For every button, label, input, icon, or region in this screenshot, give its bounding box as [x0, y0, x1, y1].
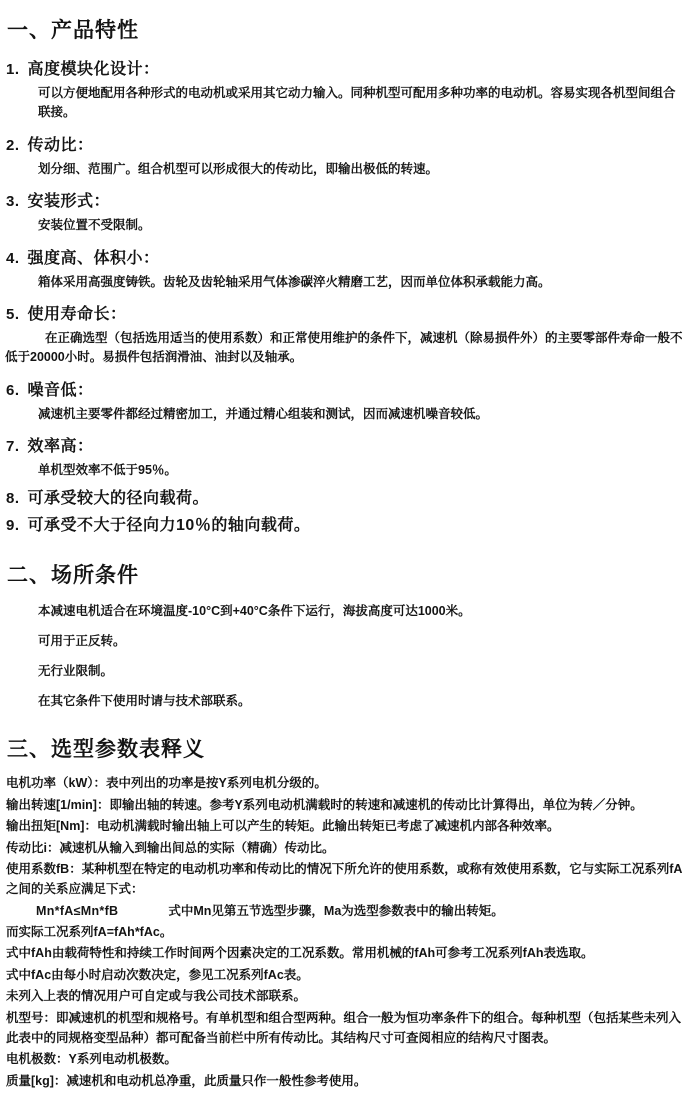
feature-number: 1.	[6, 61, 20, 78]
feature-title	[6, 301, 686, 324]
feature-title	[6, 56, 686, 79]
section-1-heading: 一、产品特性	[7, 19, 139, 42]
condition-paragraph: 无行业限制。	[38, 664, 114, 679]
definition-line: 电机极数：Y系列电动机极数。	[6, 1052, 177, 1067]
formula-line	[36, 901, 686, 921]
feature-title-text: 效率高：	[27, 438, 94, 455]
definition-line: 式中fAh由载荷特性和持续工作时间两个因素决定的工况系数。常用机械的fAh可参考工况系列fAh表选取。	[6, 946, 594, 961]
section-3-heading: 三、选型参数表释义	[7, 738, 205, 762]
feature-title	[6, 377, 686, 400]
feature-body: 箱体采用高强度铸铁。齿轮及齿轮轴采用气体渗碳淬火精磨工艺，因而单位体积承载能力高。	[38, 274, 551, 289]
feature-number: 6.	[6, 381, 20, 399]
feature-title-text: 可承受较大的径向载荷。	[27, 490, 210, 508]
feature-title-text: 强度高、体积小：	[27, 249, 160, 267]
formula-expression: Mn*fA≤Mn*fB	[36, 903, 119, 918]
feature-item-2	[5, 132, 686, 179]
feature-item-6	[5, 377, 686, 424]
feature-number: 2.	[6, 136, 20, 154]
feature-body: 单机型效率不低于95％。	[38, 463, 177, 477]
definition-line: 传动比i：减速机从输入到输出间总的实际（精确）传动比。	[6, 840, 335, 855]
definition-line: 输出转速[1/min]：即输出轴的转速。参考Y系列电动机满载时的转速和减速机的传动比计算得出，单位为转／分钟。	[6, 797, 643, 812]
section-2-heading: 二、场所条件	[7, 564, 139, 588]
feature-title-text: 高度模块化设计：	[27, 61, 160, 78]
feature-item-5	[5, 301, 686, 368]
definition-line: 而实际工况系列fA=fAh*fAc。	[6, 925, 173, 939]
feature-title-text: 噪音低：	[27, 381, 94, 399]
feature-title-text: 安装形式：	[27, 193, 111, 211]
definition-line: 机型号：即减速机的机型和规格号。有单机型和组合型两种。组合一般为恒功率条件下的组合。每种机型（包括某些未列入此表中的同规格变型品种）都可配备当前栏中所有传动比。其结构尺寸可查阅相应的结构尺寸图表。	[6, 1010, 682, 1045]
feature-item-3	[5, 188, 686, 235]
condition-paragraph: 可用于正反转。	[38, 634, 126, 649]
condition-paragraph: 本减速电机适合在环境温度-10°C到+40°C条件下运行，海拔高度可达1000米。	[38, 604, 471, 619]
feature-item-8	[5, 485, 686, 508]
feature-title	[6, 132, 686, 155]
feature-title	[6, 512, 686, 535]
feature-number: 4.	[6, 249, 20, 267]
feature-item-9	[5, 512, 686, 535]
condition-paragraph: 在其它条件下使用时请与技术部联系。	[38, 694, 251, 709]
feature-title	[6, 245, 686, 268]
definition-line: 未列入上表的情况用户可自定或与我公司技术部联系。	[6, 989, 307, 1004]
feature-body: 在正确选型（包括选用适当的使用系数）和正常使用维护的条件下，减速机（除易损件外）的主要零部件寿命一般不低于20000小时。易损件包括润滑油、油封以及轴承。	[5, 330, 683, 365]
feature-title-text: 可承受不大于径向力10％的轴向载荷。	[27, 517, 311, 535]
feature-title	[6, 485, 686, 508]
definition-line: 电机功率（kW）：表中列出的功率是按Y系列电机分级的。	[6, 776, 327, 791]
definition-line: 输出扭矩[Nm]：电动机满载时输出轴上可以产生的转矩。此输出转矩已考虑了减速机内部各种效率。	[6, 819, 560, 834]
feature-body: 可以方便地配用各种形式的电动机或采用其它动力输入。同种机型可配用多种功率的电动机。容易实现各机型间组合联接。	[38, 86, 676, 120]
feature-number: 5.	[6, 305, 20, 323]
definition-line: 式中fAc由每小时启动次数决定，参见工况系列fAc表。	[6, 967, 309, 982]
feature-item-4	[5, 245, 686, 292]
formula-note: 式中Mn见第五节选型步骤，Ma为选型参数表中的输出转矩。	[168, 903, 504, 918]
feature-body: 划分细、范围广。组合机型可以形成很大的传动比，即输出极低的转速。	[38, 161, 439, 176]
feature-item-7	[5, 433, 686, 480]
feature-title-text: 传动比：	[27, 136, 94, 154]
feature-body: 安装位置不受限制。	[38, 218, 151, 233]
feature-title	[6, 433, 686, 456]
feature-number: 8.	[6, 490, 20, 508]
feature-title-text: 使用寿命长：	[27, 305, 127, 323]
definition-line: 使用系数fB：某种机型在特定的电动机功率和传动比的情况下所允许的使用系数，或称有效使用系数，它与实际工况系列fA之间的关系应满足下式：	[6, 861, 683, 897]
feature-number: 9.	[6, 517, 20, 535]
feature-body: 减速机主要零件都经过精密加工，并通过精心组装和测试，因而减速机噪音较低。	[38, 406, 489, 421]
feature-title	[6, 188, 686, 211]
feature-number: 7.	[6, 438, 20, 455]
feature-item-1	[5, 56, 686, 123]
definition-line: 质量[kg]：减速机和电动机总净重，此质量只作一般性参考使用。	[6, 1073, 367, 1088]
feature-number: 3.	[6, 193, 20, 211]
